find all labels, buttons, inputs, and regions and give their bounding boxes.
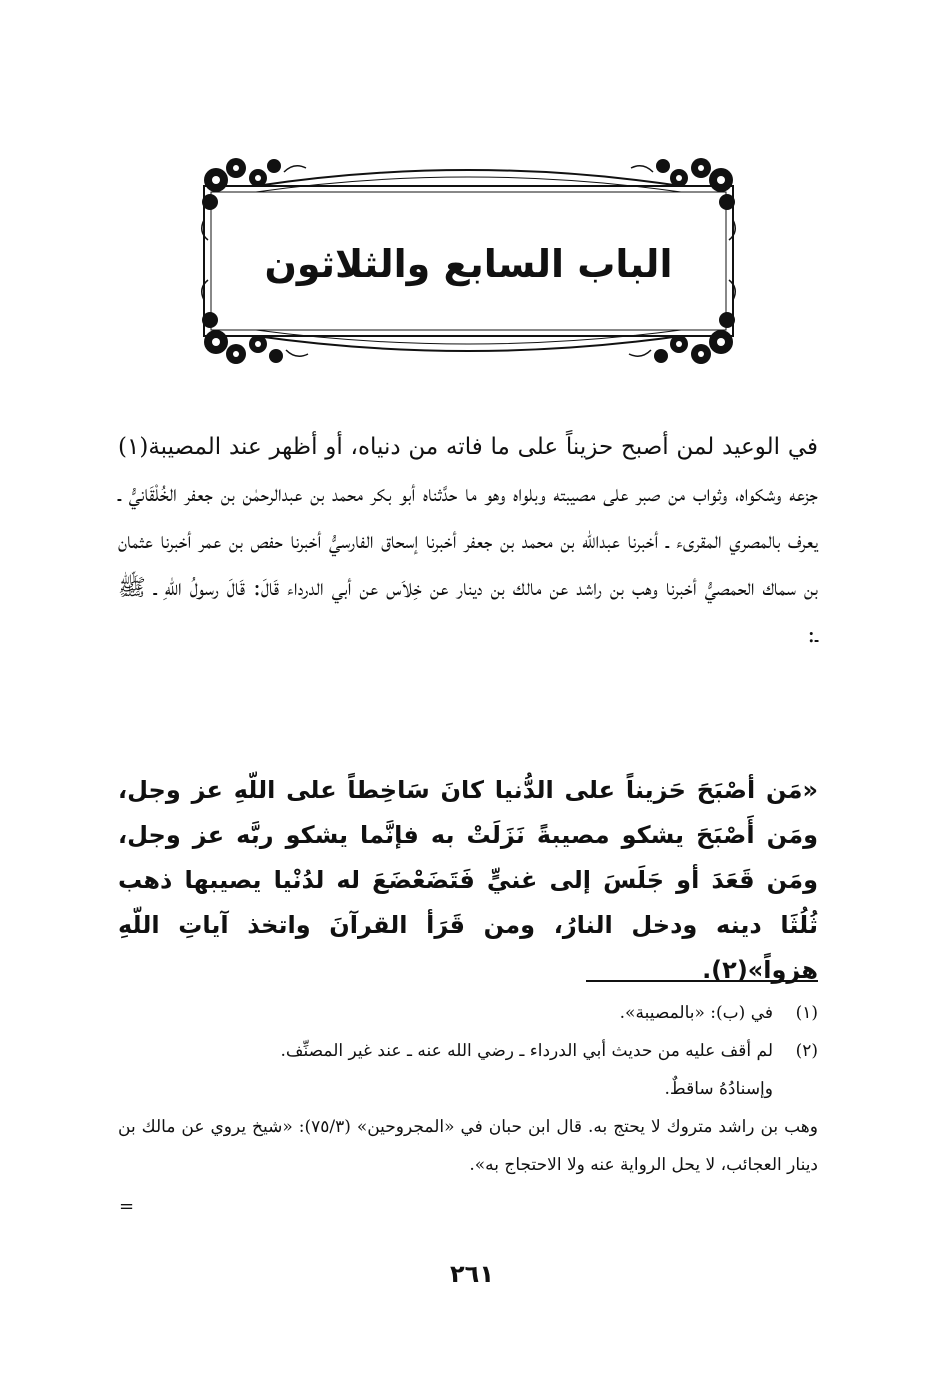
page-number: ٢٦١ bbox=[450, 1260, 494, 1288]
chapter-title-frame bbox=[196, 150, 741, 372]
hadith-text: «مَن أصْبَحَ حَزيناً على الدُّنيا كانَ سَاخِطاً على اللّهِ عز وجل، ومَن أَصْبَحَ يشكو مصيبةً نَزَلَتْ به فإنَّما يشكو ربَّه عز وجل، ومَن قَعَدَ أو جَلَسَ إلى غنيٍّ فَتَضَعْضَعَ له لدُنْيا يصيبها ذهب ثُلُثَا دينه ودخل النارُ، ومن قَرَأ القرآنَ واتخذ آياتِ اللّهِ هزواً»(٢). bbox=[118, 776, 818, 984]
footnote-text: لم أقف عليه من حديث أبي الدرداء ـ رضي الله عنه ـ عند غير المصنِّف. bbox=[280, 1041, 773, 1061]
hadith-block bbox=[118, 768, 818, 993]
footnote-text: في (ب): «بالمصيبة». bbox=[619, 1003, 773, 1023]
continuation-mark: = bbox=[119, 1196, 135, 1217]
footnote-separator bbox=[586, 980, 818, 982]
footnote-number: (٢) bbox=[795, 1041, 818, 1061]
footnote-number: (١) bbox=[795, 1003, 818, 1023]
footnote-2-narrator-note: وهب بن راشد متروك لا يحتج به. قال ابن حبان في «المجروحين» (٧٥/٣): «شيخ يروي عن مالك بن دينار العجائب، لا يحل الرواية عنه ولا الاحتجاج به». bbox=[118, 1117, 818, 1175]
chapter-title: الباب السابع والثلاثون bbox=[264, 242, 673, 286]
footnotes bbox=[118, 994, 818, 1184]
intro-text: في الوعيد لمن أصبح حزيناً على ما فاته من دنياه، أو أظهر عند المصيبة(١) جزعه وشكواه، وثواب من صبر على مصيبته وبلواه وهو ما حدَّثناه أبو بكر محمد بن عبدالرحمٰن بن جعفر الخُلْقَانيُّ ـ يعرف بالمصري المقرىء ـ أخبرنا عبدالله بن محمد بن جعفر أخبرنا إسحاق الفارسيُّ أخبرنا حفص بن عمر أخبرنا عثمان بن سماك الحمصيُّ أخبرنا وهب بن راشد عن مالك بن دينار عن خِلاَس عن أبي الدرداء قَالَ: قَالَ رسولُ اللّهِ ـ ﷺ ـ: bbox=[118, 434, 818, 648]
footnote-2 bbox=[118, 1032, 818, 1070]
chapter-intro-paragraph bbox=[118, 424, 818, 659]
footnote-1 bbox=[118, 994, 818, 1032]
footnote-2-continuation: وإسنادُهُ ساقطٌ. bbox=[664, 1079, 773, 1099]
